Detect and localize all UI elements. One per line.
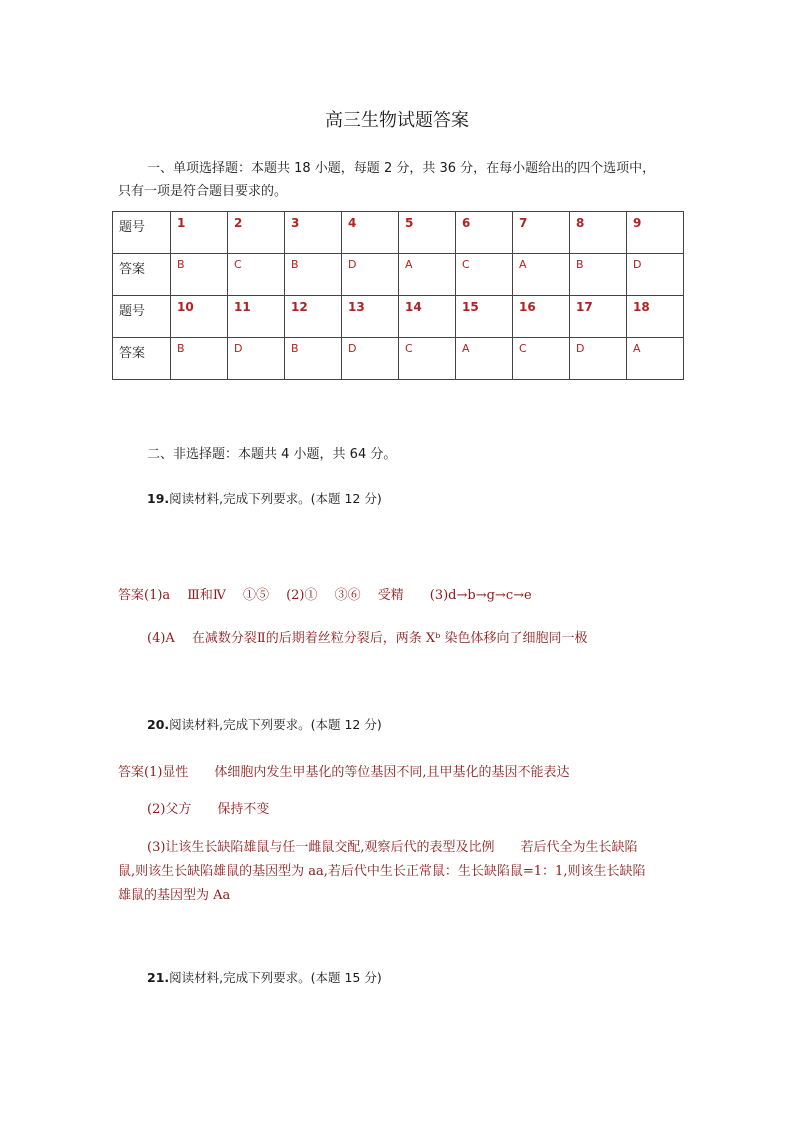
question-number: 9 [627,212,684,254]
answer-20-line3: (3)让该生长缺陷雄鼠与任一雌鼠交配,观察后代的表型及比例 若后代全为生长缺陷 [147,840,638,855]
answer-cell: B [570,254,627,296]
answer-cell: C [513,338,570,380]
section1-intro-line2: 只有一项是符合题目要求的。 [118,184,288,199]
question-number: 4 [342,212,399,254]
answer-cell: C [228,254,285,296]
table-row [113,296,684,338]
row-label: 题号 [113,212,171,254]
page-title: 高三生物试题答案 [325,110,469,131]
question-text: 阅读材料,完成下列要求。(本题 12 分) [169,717,382,732]
question-text: 阅读材料,完成下列要求。(本题 15 分) [169,970,382,985]
answer-cell: A [399,254,456,296]
question-number: 3 [285,212,342,254]
answer-table [112,211,684,380]
question-number: 16 [513,296,570,338]
answer-cell: D [228,338,285,380]
row-label: 答案 [113,254,171,296]
answer-cell: D [570,338,627,380]
answer-cell: A [627,338,684,380]
answer-cell: C [456,254,513,296]
question-text: 阅读材料,完成下列要求。(本题 12 分) [169,491,382,506]
answer-19-line2: (4)A 在减数分裂Ⅱ的后期着丝粒分裂后，两条 Xᵇ 染色体移向了细胞同一极 [147,631,588,646]
question-number: 12 [285,296,342,338]
question-number: 18 [627,296,684,338]
question-number: 15 [456,296,513,338]
answer-cell: A [513,254,570,296]
question-number: 6 [456,212,513,254]
question-number: 5 [399,212,456,254]
question-number: 10 [171,296,228,338]
question-number: 7 [513,212,570,254]
question-number-label: 19. [147,491,170,506]
answer-20-line2: (2)父方 保持不变 [147,802,270,817]
row-label: 题号 [113,296,171,338]
question-21-heading [147,968,382,986]
answer-20-line4: 鼠,则该生长缺陷雄鼠的基因型为 aa,若后代中生长正常鼠：生长缺陷鼠=1：1,则该生长缺陷 [118,864,646,879]
answer-cell: D [342,338,399,380]
question-number: 14 [399,296,456,338]
section1-intro-line1: 一、单项选择题：本题共 18 小题，每题 2 分，共 36 分，在每小题给出的四个选项中， [147,161,656,176]
answer-cell: D [342,254,399,296]
answer-cell: A [456,338,513,380]
question-number: 8 [570,212,627,254]
question-number: 11 [228,296,285,338]
question-19-heading [147,489,382,507]
answer-cell: B [285,338,342,380]
answer-20-line5: 雄鼠的基因型为 Aa [118,888,231,903]
question-number: 1 [171,212,228,254]
answer-cell: C [399,338,456,380]
question-number: 17 [570,296,627,338]
section2-intro: 二、非选择题：本题共 4 小题，共 64 分。 [147,447,397,462]
question-20-heading [147,715,382,733]
answer-cell: B [171,338,228,380]
table-row [113,254,684,296]
question-number: 2 [228,212,285,254]
answer-19-line1: 答案(1)a Ⅲ和Ⅳ ①⑤ (2)① ③⑥ 受精 (3)d→b→g→c→e [118,588,532,603]
question-number: 13 [342,296,399,338]
answer-cell: B [285,254,342,296]
table-row [113,338,684,380]
table-row [113,212,684,254]
question-number-label: 21. [147,970,170,985]
answer-20-line1: 答案(1)显性 体细胞内发生甲基化的等位基因不同,且甲基化的基因不能表达 [118,765,570,780]
question-number-label: 20. [147,717,170,732]
row-label: 答案 [113,338,171,380]
answer-cell: B [171,254,228,296]
answer-cell: D [627,254,684,296]
